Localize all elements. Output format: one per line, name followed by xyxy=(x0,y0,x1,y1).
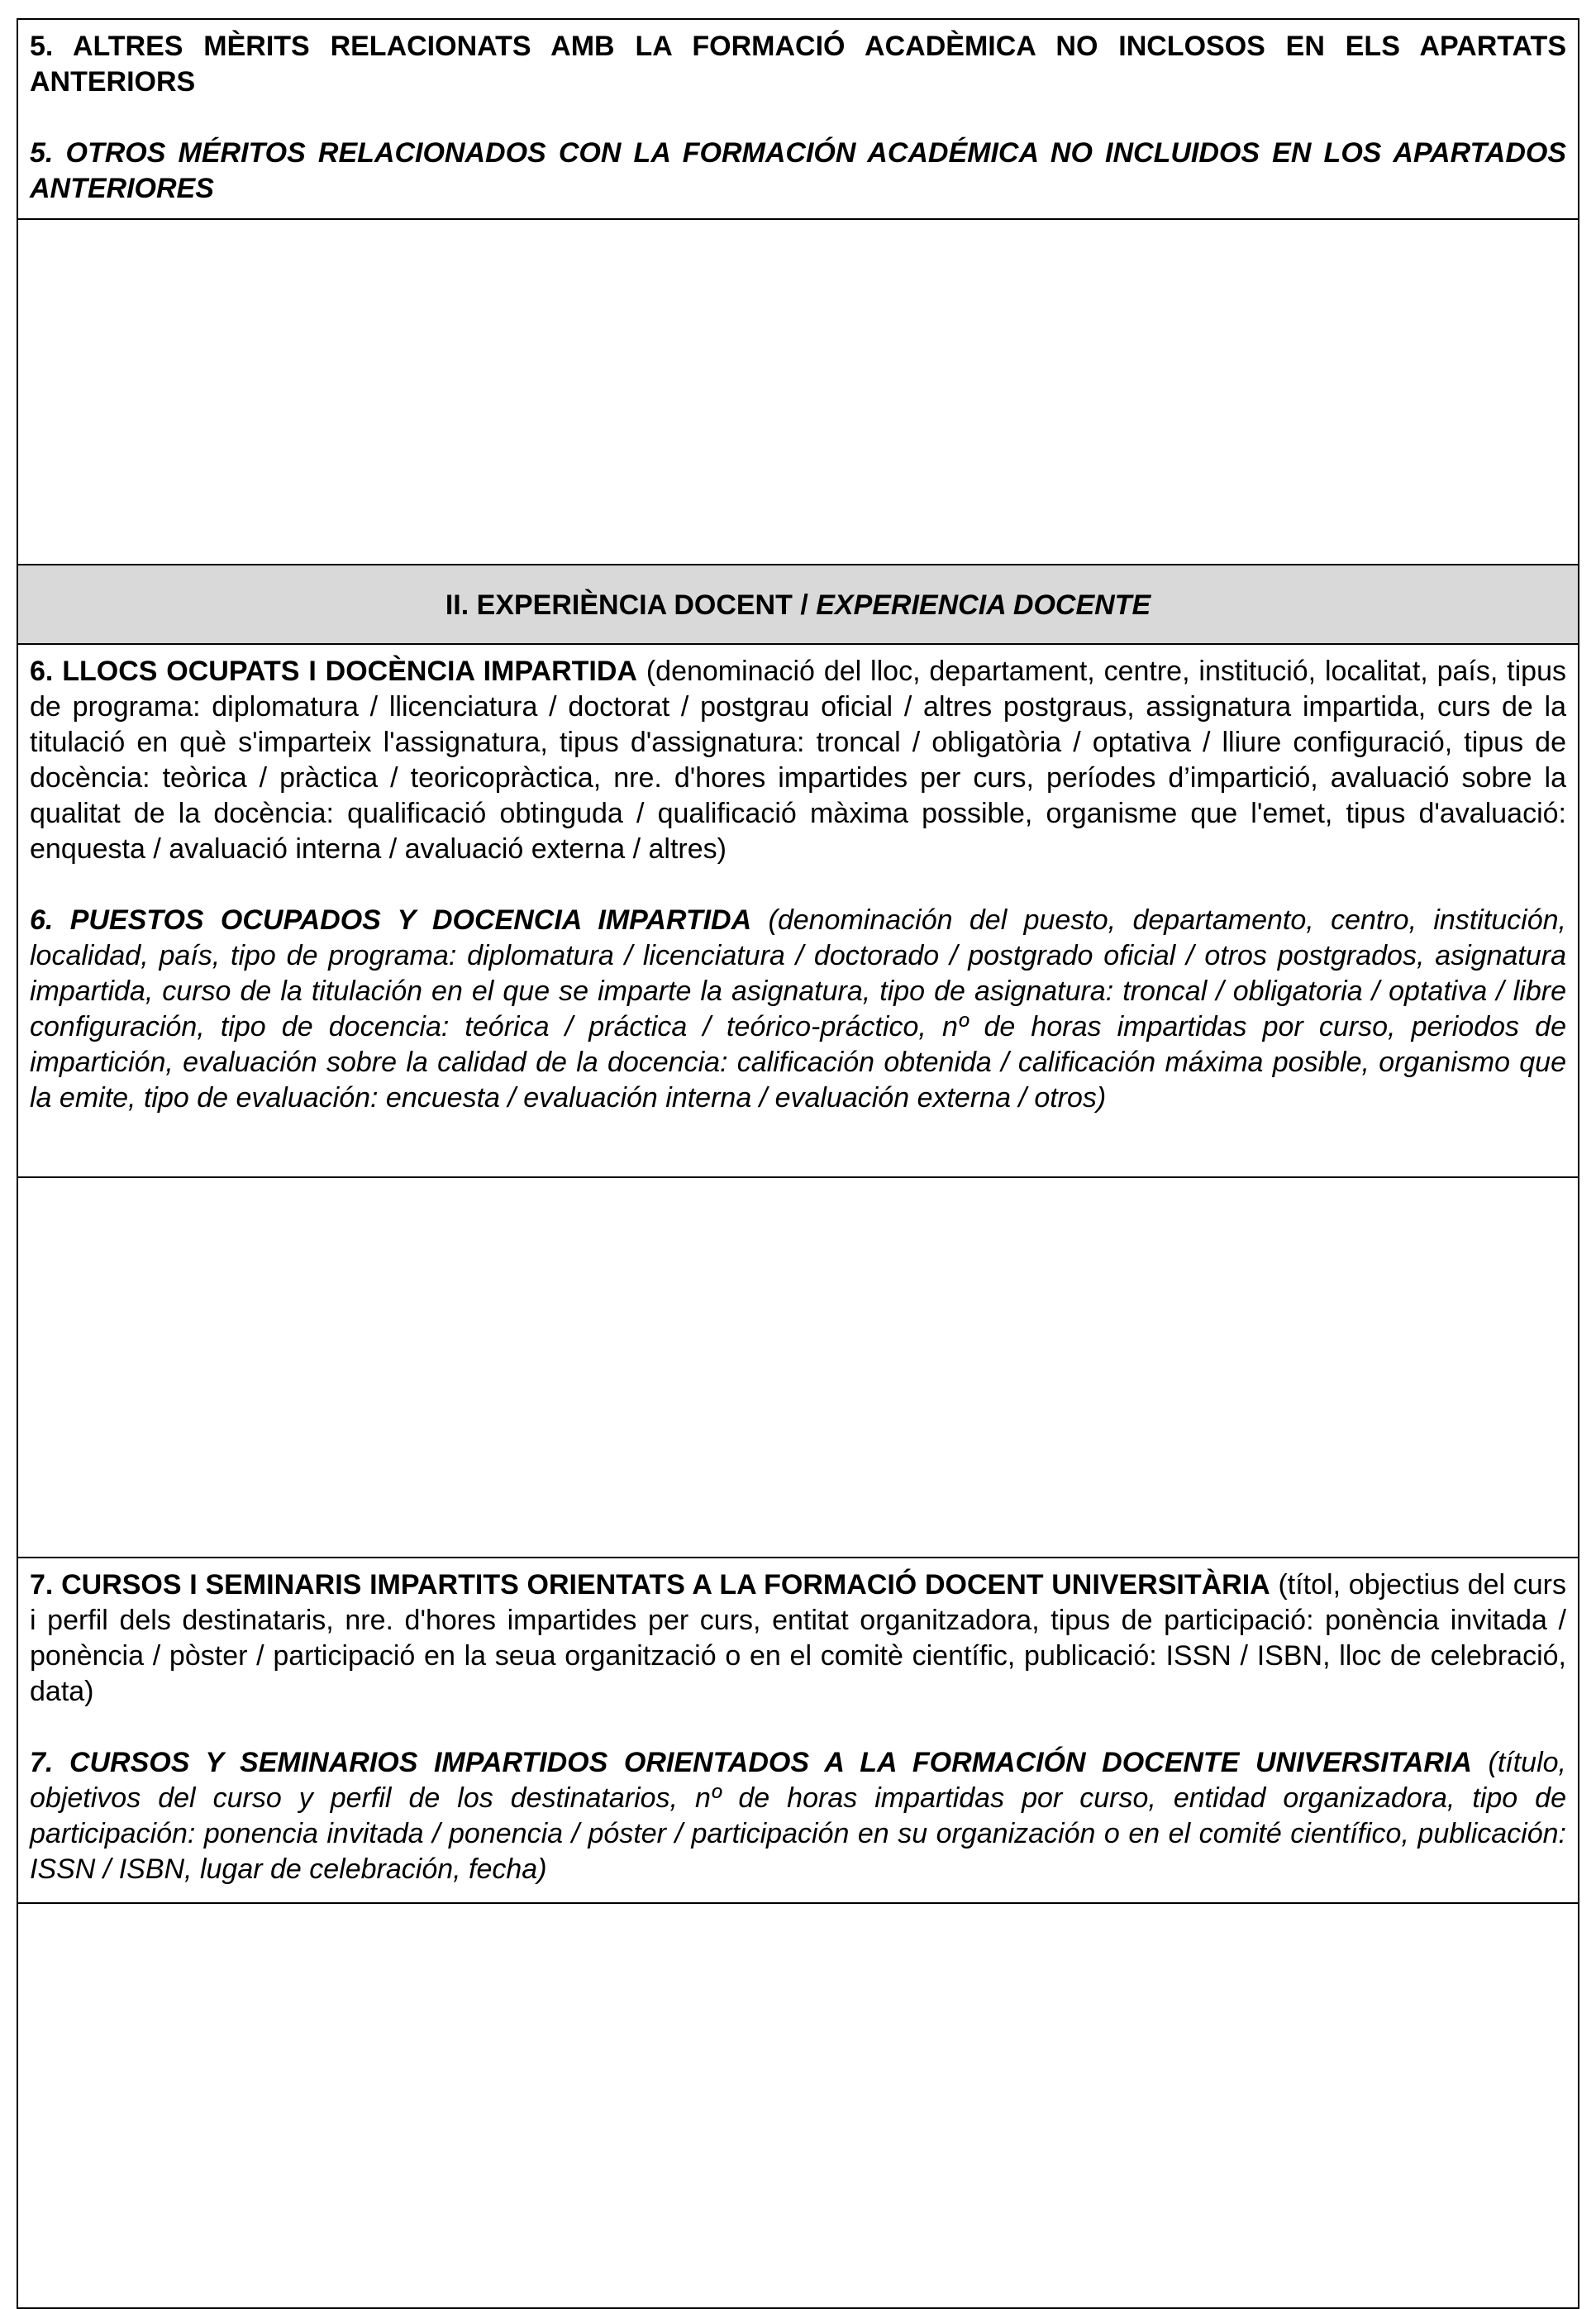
section-7-spanish xyxy=(30,1745,1566,1887)
section-ii-title xyxy=(17,565,1579,645)
section-6-heading xyxy=(17,645,1579,1178)
section-7-heading xyxy=(17,1558,1579,1904)
section-5-title-catalan: 5. ALTRES MÈRITS RELACIONATS AMB LA FORMACIÓ ACADÈMICA NO INCLOSOS EN ELS APARTATS ANTERIORS xyxy=(30,31,1566,98)
section-6-description-spanish: (denominación del puesto, departamento, centro, institución, localidad, país, tipo de programa: diplomatura / licenciatura / doctorado / postgrado oficial / otros postgrados, asignatura impartida, curso de la titulación en el que se imparte la asignatura, tipo de asignatura: troncal / obligatoria / optativa / libre configuración, tipo de docencia: teórica / práctica / teórico-práctico, nº de horas impartidas por curso, periodos de impartición, evaluación sobre la calidad de la docencia: calificación obtenida / calificación máxima posible, organismo que la emite, tipo de evaluación: encuesta / evaluación interna / evaluación externa / otros) xyxy=(30,904,1566,1114)
section-6-spanish xyxy=(30,903,1566,1116)
section-7-title-spanish: 7. CURSOS Y SEMINARIOS IMPARTIDOS ORIENTADOS A LA FORMACIÓN DOCENTE UNIVERSITARIA xyxy=(30,1747,1472,1778)
section-7-description-catalan: (títol, objectius del curs i perfil dels destinataris, nre. d'hores impartides per curs, entitat organitzadora, tipus de participació: ponència invitada / ponència / pòster / participació en la seua organització o en el comitè científic, publicació: ISSN / ISBN, lloc de celebració, data) xyxy=(30,1569,1566,1707)
section-6-title-spanish: 6. PUESTOS OCUPADOS Y DOCENCIA IMPARTIDA xyxy=(30,904,752,936)
section-6-title-catalan: 6. LLOCS OCUPATS I DOCÈNCIA IMPARTIDA xyxy=(30,656,637,687)
cv-form-page xyxy=(17,18,1579,2309)
section-6-description-catalan: (denominació del lloc, departament, centre, institució, localitat, país, tipus de programa: diplomatura / llicenciatura / doctorat / postgrau oficial / altres postgraus, assignatura impartida, curs de la titulació en què s'imparteix l'assignatura, tipus d'assignatura: troncal / obligatòria / optativa / lliure configuració, tipus de docència: teòrica / pràctica / teoricopràctica, nre. d'hores impartides per curs, períodes d’impartició, avaluació sobre la qualitat de la docència: qualificació obtinguda / qualificació màxima possible, organisme que l'emet, tipus d'avaluació: enquesta / avaluació interna / avaluació externa / altres) xyxy=(30,656,1566,865)
section-7-title-catalan: 7. CURSOS I SEMINARIS IMPARTITS ORIENTATS A LA FORMACIÓ DOCENT UNIVERSITÀRIA xyxy=(30,1569,1270,1601)
section-5-title-spanish: 5. OTROS MÉRITOS RELACIONADOS CON LA FORMACIÓN ACADÉMICA NO INCLUIDOS EN LOS APARTADOS ANTERIORES xyxy=(30,137,1566,204)
section-7-description-spanish: (título, objetivos del curso y perfil de los destinatarios, nº de horas impartidas por curso, entidad organizadora, tipo de participación: ponencia invitada / ponencia / póster / participación en su organización o en el comité científico, publicación: ISSN / ISBN, lugar de celebración, fecha) xyxy=(30,1747,1566,1885)
section-ii-title-catalan: II. EXPERIÈNCIA DOCENT / xyxy=(445,589,817,621)
section-6-catalan xyxy=(30,654,1566,867)
section-ii-title-spanish: EXPERIENCIA DOCENTE xyxy=(816,589,1151,621)
section-7-answer-area[interactable] xyxy=(17,1904,1579,2309)
section-6-answer-area[interactable] xyxy=(17,1178,1579,1558)
section-5-heading xyxy=(17,18,1579,220)
section-7-catalan xyxy=(30,1567,1566,1710)
section-5-answer-area[interactable] xyxy=(17,220,1579,565)
